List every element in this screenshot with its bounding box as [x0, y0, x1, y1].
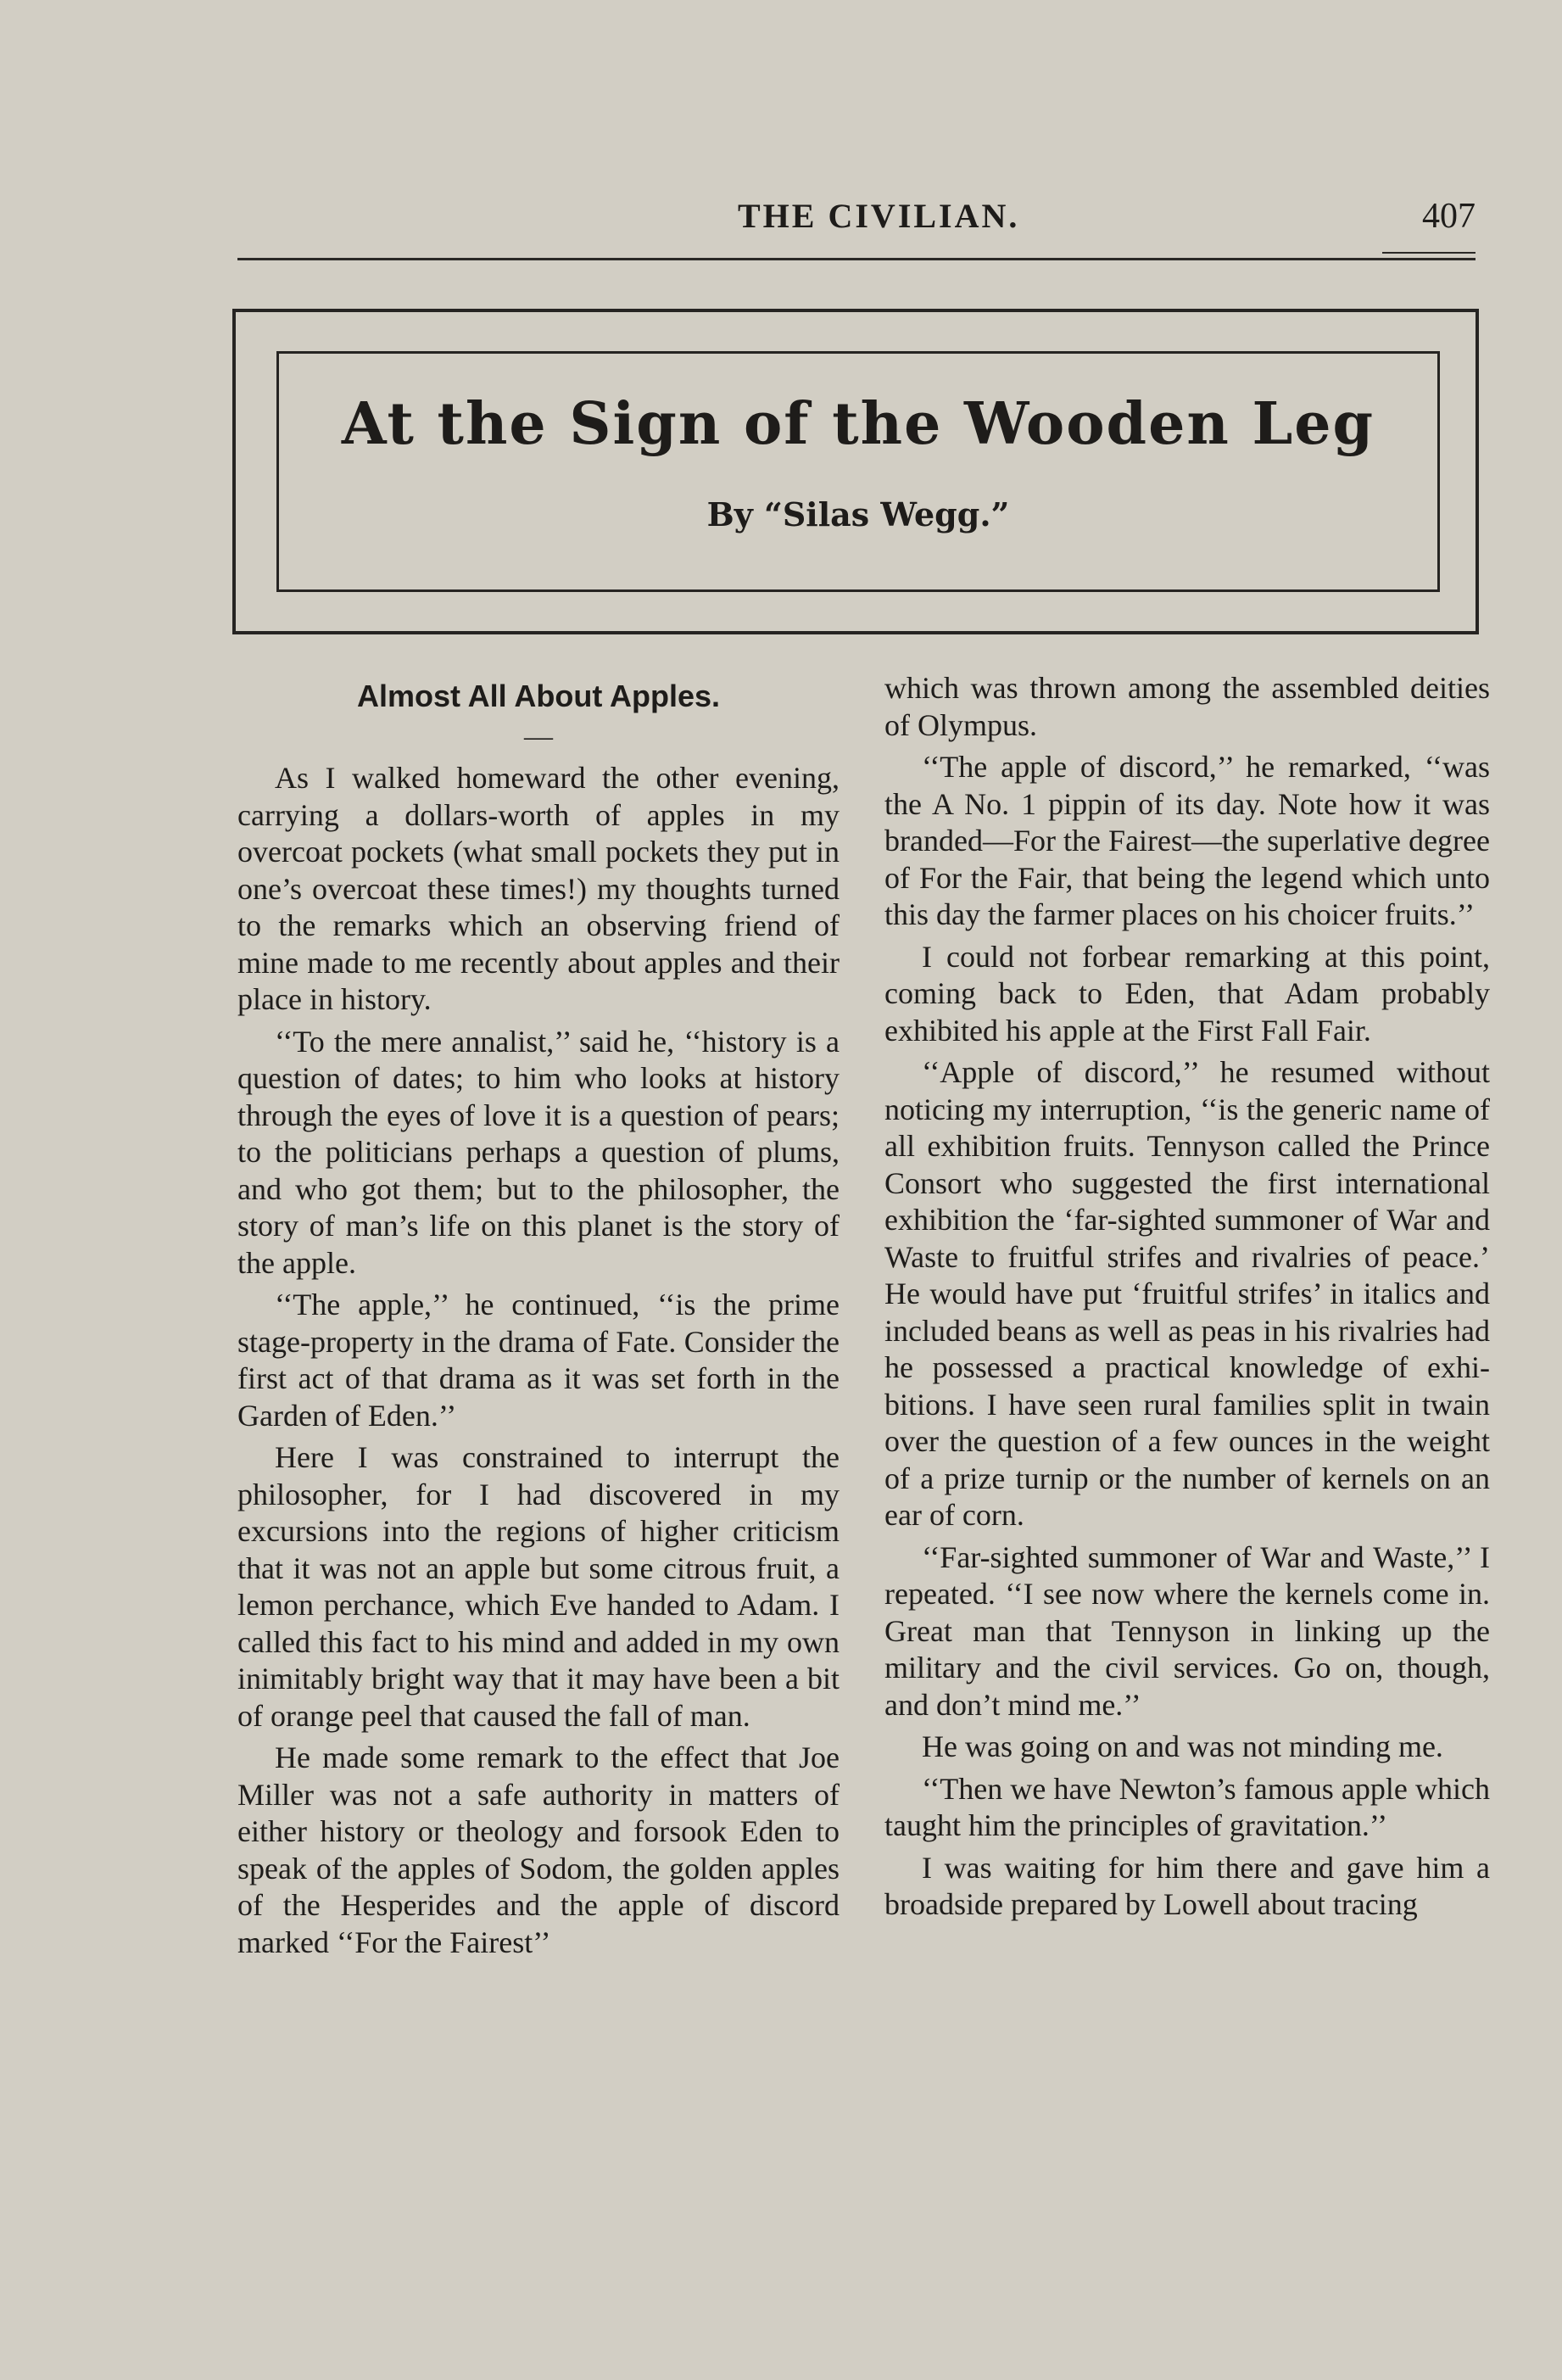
header-rule-short: [1382, 252, 1476, 254]
paragraph: ‘‘Then we have Newton’s famous apple which taught him the principles of gravitation.’’: [884, 1771, 1490, 1842]
paragraph: I could not forbear remarking at this point, coming back to Eden, that Adam probably exhibited his apple at the First Fall Fair.: [884, 939, 1490, 1048]
running-title: THE CIVILIAN.: [738, 197, 1020, 235]
paragraph: As I walked homeward the other evening, carrying a dollars-worth of apples in my overcoat pockets (what small pockets they put in one’s overcoat these times!) my thoughts turned to the remarks which an observing friend of mine made to me recently about apples and their place in history.: [237, 761, 840, 1016]
column-title: At the Sign of the Wooden Leg: [341, 390, 1375, 458]
running-head: [237, 191, 1476, 242]
column-byline: By “Silas Wegg.”: [706, 495, 1010, 534]
paragraph: ‘‘The apple,’’ he continued, ‘‘is the prime stage-property in the drama of Fate. Consider the first act of that drama as it was set forth in the Garden of Eden.’’: [237, 1288, 840, 1433]
paragraph-continuation: which was thrown among the assembled deities of Olympus.: [884, 671, 1490, 742]
paragraph: Here I was constrained to interrupt the philosopher, for I had discovered in my excursions into the regions of higher criticism that it was not an apple but some citrous fruit, a lemon perchance, which Eve handed to Adam. I called this fact to his mind and added in my own inimitably bright way that it may have been a bit of orange peel that caused the fall of man.: [237, 1440, 840, 1733]
header-rule: [237, 258, 1476, 260]
page-number: 407: [1422, 197, 1476, 236]
masthead-inner-frame: [276, 351, 1440, 592]
paragraph: He was going on and was not minding me.: [922, 1729, 1443, 1763]
paragraph: ‘‘Apple of discord,’’ he resumed without noticing my interruption, ‘‘is the generic name of all exhibition fruits. Tennyson called the Prince Consort who suggested the first international exhibition the ‘far-sighted summoner of War and Waste to fruitful strifes and rivalries of peace.’ He would have put ‘fruitful strifes’ in italics and included beans as well as peas in his rivalries had he possessed a practical knowledge of exhibitions. I have seen rural families split in twain over the question of a few ounces in the weight of a prize turnip or the number of kernels on an ear of corn.: [884, 1055, 1490, 1532]
paragraph: ‘‘Far-sighted summoner of War and Waste,’’ I repeated. ‘‘I see now where the kernels come in. Great man that Tennyson in linking up the military and the civil services. Go on, though, and don’t mind me.’’: [884, 1539, 1490, 1722]
paragraph: ‘‘The apple of discord,’’ he remarked, ‘‘was the A No. 1 pippin of its day. Note how it was branded—For the Fairest—the superlative degree of For the Fair, that being the legend which unto this day the farmer places on his choicer fruits.’’: [884, 750, 1490, 931]
paragraph: ‘‘To the mere annalist,’’ said he, ‘‘history is a question of dates; to him who looks at history through the eyes of love it is a question of pears; to the politicians perhaps a question of plums, and who got them; but to the philosopher, the story of man’s life on this planet is the story of the apple.: [237, 1024, 840, 1280]
right-column: [884, 670, 1490, 1929]
heading-separator: —: [524, 721, 553, 752]
paragraph: He made some remark to the effect that Joe Miller was not a safe authority in matters of either history or theology and forsook Eden to speak of the apples of Sodom, the golden apples of the Hesperides and the apple of discord marked ‘‘For the Fairest’’: [237, 1740, 840, 1959]
article-heading: Almost All About Apples.: [357, 679, 720, 713]
left-column: [237, 670, 840, 1966]
paragraph: I was waiting for him there and gave him a broadside prepared by Lowell about tracing: [884, 1850, 1490, 1921]
